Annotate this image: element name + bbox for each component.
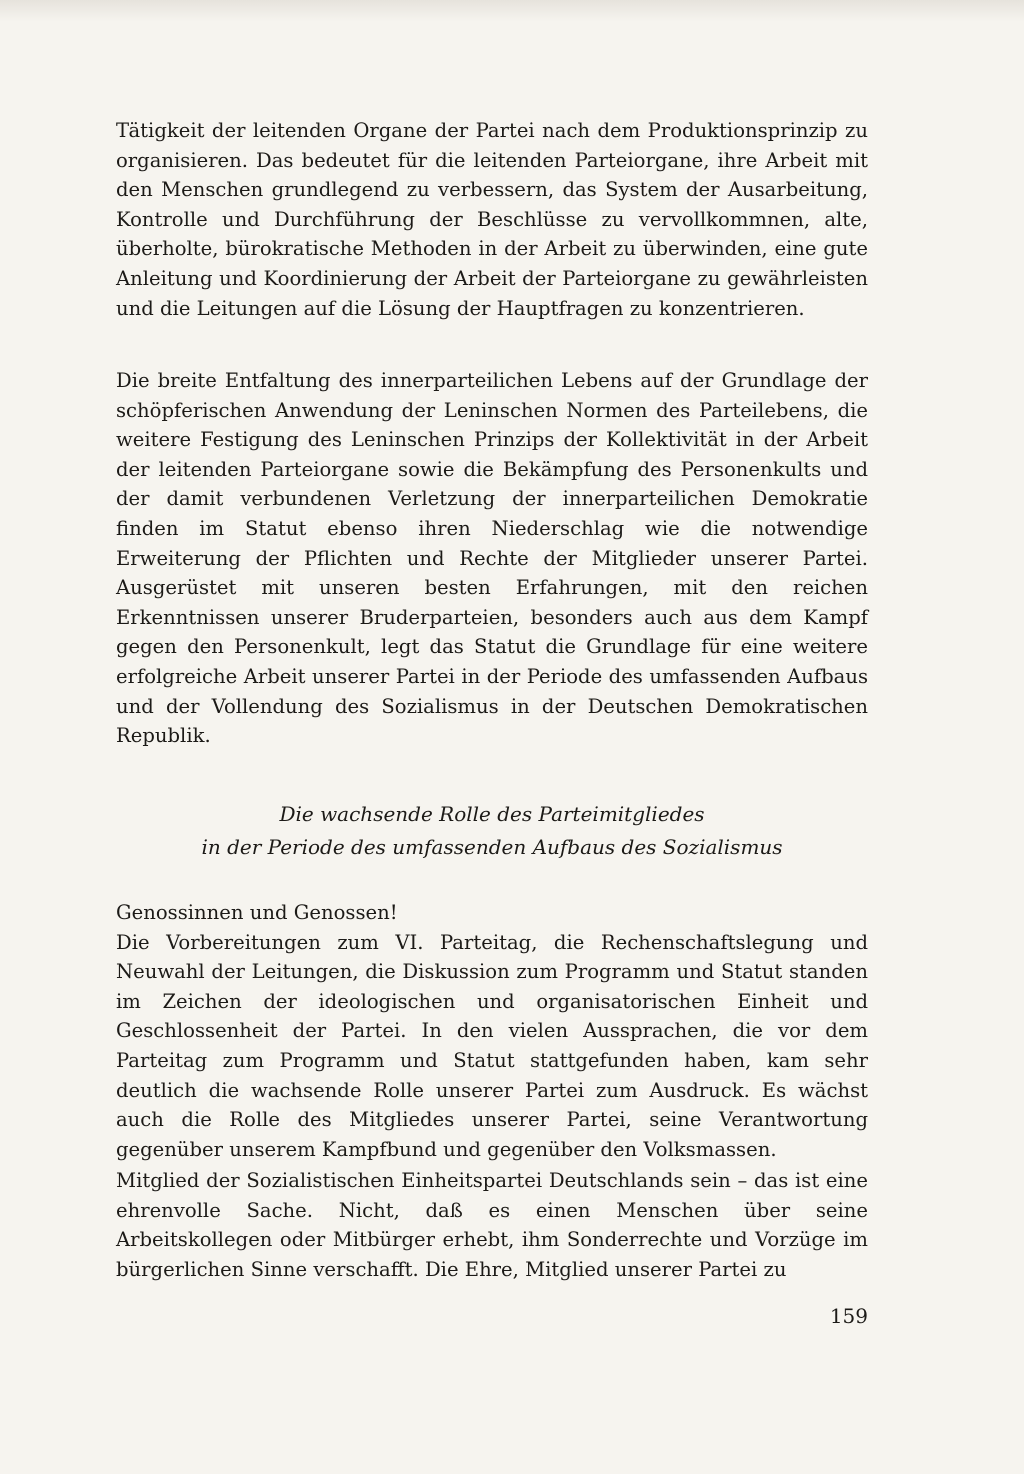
paragraph-production-principle <box>116 116 868 323</box>
paragraph-statute <box>116 366 868 751</box>
body-paragraph: Die breite Entfaltung des innerparteilichen Lebens auf der Grundlage der schöpferischen Anwendung der Leninschen Normen des Parteilebens, die weitere Festigung des Leninschen Prinzips der Kollektivität in der Arbeit der leitenden Parteiorgane sowie die Bekämpfung des Personenkults und der damit verbundenen Verletzung der innerparteilichen Demokratie finden im Statut ebenso ihren Niederschlag wie die notwendige Erweiterung der Pflichten und Rechte der Mitglieder unserer Partei. Ausgerüstet mit unseren besten Erfahrungen, mit den reichen Erkenntnissen unserer Bruderparteien, besonders auch aus dem Kampf gegen den Personenkult, legt das Statut die Grundlage für eine weitere erfolgreiche Arbeit unserer Partei in der Periode des umfassenden Aufbaus und der Vollendung des Sozialismus in der Deutschen Demokratischen Republik. <box>116 369 868 748</box>
salutation: Genossinnen und Genossen! <box>116 901 398 924</box>
scan-edge <box>0 0 1024 22</box>
section-heading-line-2: in der Periode des umfassenden Aufbaus des Sozialismus <box>201 835 783 859</box>
page-number: 159 <box>829 1304 868 1328</box>
section-heading-line-1: Die wachsende Rolle des Parteimitgliedes <box>279 802 705 826</box>
body-paragraph: Die Vorbereitungen zum VI. Parteitag, die Rechenschaftslegung und Neuwahl der Leitungen, die Diskussion zum Programm und Statut standen im Zeichen der ideologischen und organisatorischen Einheit und Geschlossenheit der Partei. In den vielen Aussprachen, die vor dem Parteitag zum Programm und Statut stattgefunden haben, kam sehr deutlich die wachsende Rolle unserer Partei zum Ausdruck. Es wächst auch die Rolle des Mitgliedes unserer Partei, seine Verantwortung gegenüber unserem Kampfbund und gegenüber den Volksmassen. <box>116 930 868 1161</box>
body-paragraph: Mitglied der Sozialistischen Einheitspartei Deutschlands sein – das ist eine ehrenvolle Sache. Nicht, daß es einen Menschen über seine Arbeitskollegen oder Mitbürger erhebt, ihm Sonderrechte und Vorzüge im bürgerlichen Sinne verschafft. Die Ehre, Mitglied unserer Partei zu <box>116 1169 868 1281</box>
paragraph-membership <box>116 1166 868 1284</box>
section-heading <box>116 798 868 864</box>
body-paragraph: Tätigkeit der leitenden Organe der Partei nach dem Produktionsprinzip zu organisieren. Das bedeutet für die leitenden Parteiorgane, ihre Arbeit mit den Menschen grundlegend zu verbessern, das System der Ausarbeitung, Kontrolle und Durchführung der Beschlüsse zu vervollkommnen, alte, überholte, bürokratische Methoden in der Arbeit zu überwinden, eine gute Anleitung und Koordinierung der Arbeit der Parteiorgane zu gewährleisten und die Leitungen auf die Lösung der Hauptfragen zu konzentrieren. <box>116 119 868 320</box>
paragraph-address <box>116 898 868 1164</box>
